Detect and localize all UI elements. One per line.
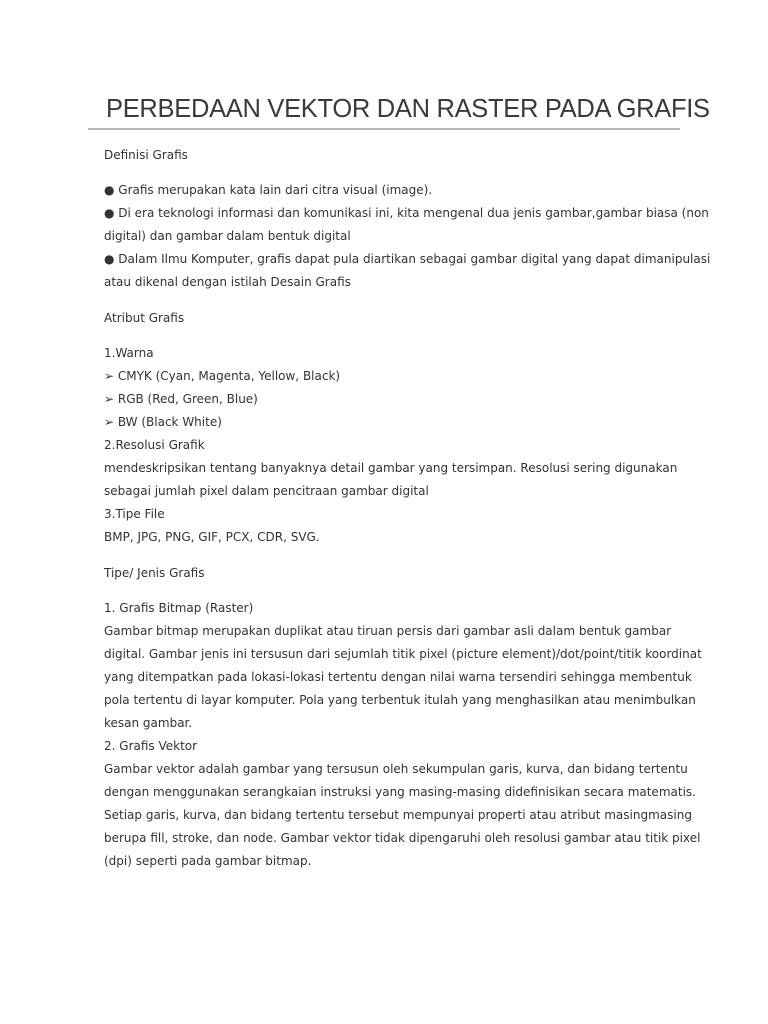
section-heading: Atribut Grafis <box>104 311 185 325</box>
title-block <box>88 92 710 130</box>
section-tipe-jenis-grafis <box>104 562 702 873</box>
section-definisi-grafis <box>104 144 711 294</box>
paragraph-line: ● Grafis merupakan kata lain dari citra visual (image). <box>104 183 433 197</box>
paragraph-line: (dpi) seperti pada gambar bitmap. <box>104 854 312 868</box>
paragraph-line: 1. Grafis Bitmap (Raster) <box>104 601 254 615</box>
paragraph-line: Setiap garis, kurva, dan bidang tertentu tersebut mempunyai properti atau atribut masingmasing <box>104 808 692 822</box>
document-title: PERBEDAAN VEKTOR DAN RASTER PADA GRAFIS <box>106 95 710 123</box>
paragraph-line: ➢ CMYK (Cyan, Magenta, Yellow, Black) <box>104 369 341 383</box>
paragraph-line: Gambar bitmap merupakan duplikat atau tiruan persis dari gambar asli dalam bentuk gambar <box>104 624 672 638</box>
paragraph-line: digital. Gambar jenis ini tersusun dari sejumlah titik pixel (picture element)/dot/point/titik koordinat <box>104 647 702 661</box>
paragraph-line: ● Dalam Ilmu Komputer, grafis dapat pula diartikan sebagai gambar digital yang dapat dimanipulasi <box>104 252 711 266</box>
section-heading: Tipe/ Jenis Grafis <box>104 566 205 580</box>
paragraph-line: 2. Grafis Vektor <box>104 739 198 753</box>
paragraph-line: dengan menggunakan serangkaian instruksi yang masing-masing didefinisikan secara matematis. <box>104 785 696 799</box>
paragraph-line: Gambar vektor adalah gambar yang tersusun oleh sekumpulan garis, kurva, dan bidang tertentu <box>104 762 688 776</box>
paragraph-line: ➢ BW (Black White) <box>104 415 222 429</box>
paragraph-line: yang ditempatkan pada lokasi-lokasi tertentu dengan nilai warna tersendiri sehingga membentuk <box>104 670 692 684</box>
paragraph-line: pola tertentu di layar komputer. Pola yang terbentuk itulah yang menghasilkan atau menimbulkan <box>104 693 696 707</box>
section-atribut-grafis <box>104 307 678 549</box>
paragraph-line: mendeskripsikan tentang banyaknya detail gambar yang tersimpan. Resolusi sering digunakan <box>104 461 678 475</box>
paragraph-line: atau dikenal dengan istilah Desain Grafis <box>104 275 351 289</box>
section-heading: Definisi Grafis <box>104 148 188 162</box>
paragraph-line: 2.Resolusi Grafik <box>104 438 205 452</box>
paragraph-line: 1.Warna <box>104 346 154 360</box>
paragraph-line: berupa fill, stroke, dan node. Gambar vektor tidak dipengaruhi oleh resolusi gambar atau titik pixel <box>104 831 701 845</box>
paragraph-line: kesan gambar. <box>104 716 193 730</box>
document-body <box>104 144 711 873</box>
paragraph-line: ● Di era teknologi informasi dan komunikasi ini, kita mengenal dua jenis gambar,gambar biasa (non <box>104 206 709 220</box>
paragraph-line: ➢ RGB (Red, Green, Blue) <box>104 392 258 406</box>
paragraph-line: digital) dan gambar dalam bentuk digital <box>104 229 351 243</box>
paragraph-line: 3.Tipe File <box>104 507 165 521</box>
paragraph-line: sebagai jumlah pixel dalam pencitraan gambar digital <box>104 484 429 498</box>
paragraph-line: BMP, JPG, PNG, GIF, PCX, CDR, SVG. <box>104 530 320 544</box>
